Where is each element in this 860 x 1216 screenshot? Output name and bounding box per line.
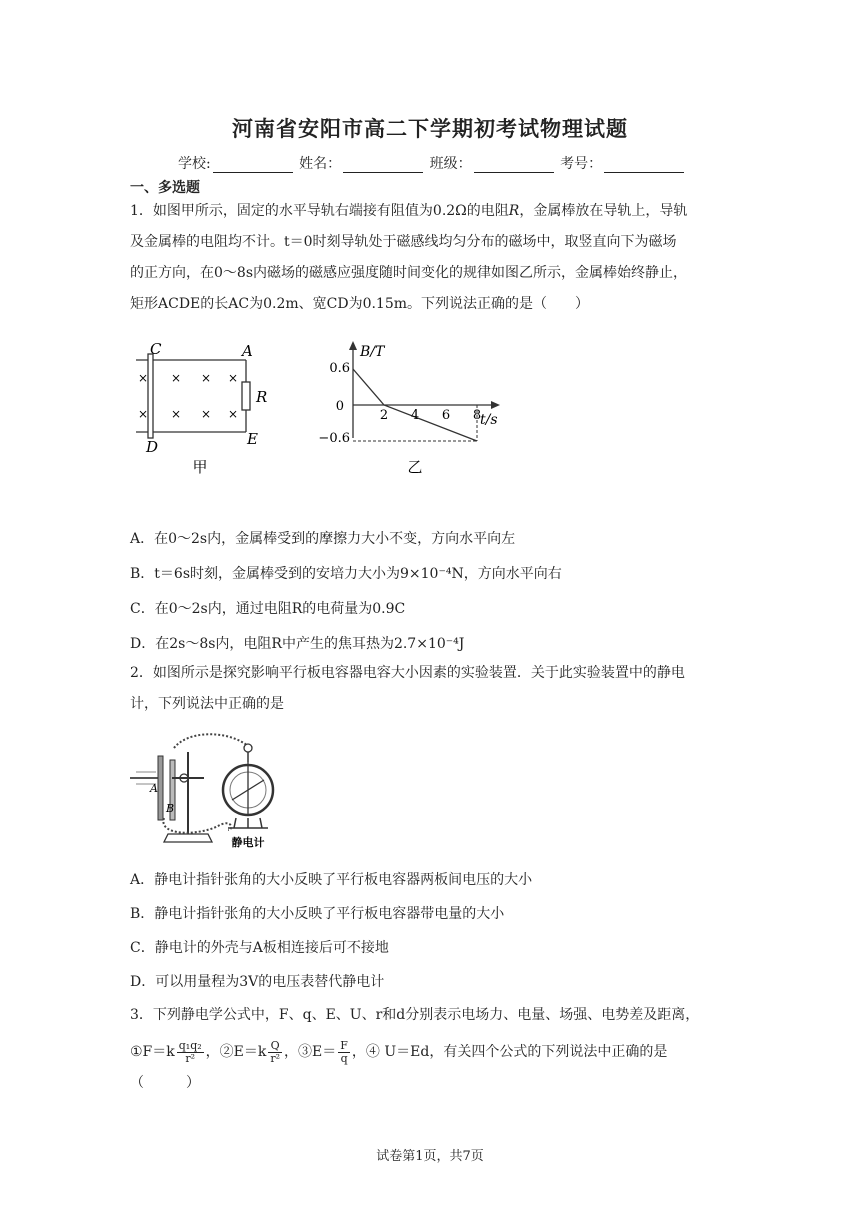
q3-line1: 3．下列静电学公式中，F、q、E、U、r和d分别表示电场力、电量、场强、电势差及距离，: [130, 1007, 700, 1023]
graph-xlabel: t/s: [480, 412, 498, 428]
formula-2-prefix: ，②E＝k: [205, 1044, 267, 1060]
field-x-mark: ×: [227, 371, 239, 385]
formula-1-prefix: ①F＝k: [130, 1044, 175, 1060]
label-e: E: [247, 430, 258, 448]
class-blank[interactable]: [474, 158, 554, 173]
formula-2-fraction: $\frac{Q}{\text{r²}}$: [270, 1038, 281, 1065]
formula-1-fraction: $\frac{\text{q₁q₂}}{\text{r²}}$: [178, 1038, 202, 1065]
exam-no-blank[interactable]: [604, 158, 684, 173]
q1-var-r: R: [508, 203, 520, 219]
field-x-mark: ×: [227, 407, 239, 421]
figure-electrometer-apparatus: [128, 726, 288, 851]
formula-3-prefix: ，③E＝: [284, 1044, 337, 1060]
label-c: C: [150, 340, 162, 358]
q1-line3: 的正方向，在0～8s内磁场的磁感应强度随时间变化的规律如图乙所示，金属棒始终静止，: [130, 265, 687, 281]
tick-y-pos: 0.6: [329, 361, 350, 376]
tick-x-8: 8: [472, 408, 482, 423]
q2-line2: 计，下列说法中正确的是: [130, 696, 284, 712]
tick-x-6: 6: [441, 408, 451, 423]
caption-jia: 甲: [192, 458, 208, 476]
label-r: R: [256, 388, 268, 406]
q1-line4: 矩形ACDE的长AC为0.2m、宽CD为0.15m。下列说法正确的是（ ）: [130, 296, 590, 312]
question-1-stem: [130, 196, 730, 320]
page-title: 河南省安阳市高二下学期初考试物理试题: [232, 117, 628, 141]
q1-option-a[interactable]: A．在0～2s内，金属棒受到的摩擦力大小不变，方向水平向左: [130, 531, 516, 547]
tick-origin: 0: [335, 399, 344, 414]
q2-option-a[interactable]: A．静电计指针张角的大小反映了平行板电容器两板间电压的大小: [130, 872, 533, 888]
q1-line1: 1．如图甲所示，固定的水平导轨右端接有阻值为0.2Ω的电阻: [130, 203, 509, 219]
q1-line2: 及金属棒的电阻均不计。t＝0时刻导轨处于磁感线均匀分布的磁场中，取竖直向下为磁场: [130, 234, 677, 250]
q2-option-c[interactable]: C．静电计的外壳与A板相连接后可不接地: [130, 940, 389, 956]
label-plate-b: B: [166, 802, 175, 815]
q1-option-b[interactable]: B．t＝6s时刻，金属棒受到的安培力大小为9×10⁻⁴N，方向水平向右: [130, 566, 562, 582]
school-blank[interactable]: [213, 158, 293, 173]
field-x-mark: ×: [200, 407, 212, 421]
q1-line1-end: ，金属棒放在导轨上，导轨: [519, 203, 688, 219]
name-label: 姓名：: [299, 156, 342, 172]
field-x-mark: ×: [200, 371, 212, 385]
question-3-stem: [130, 1000, 730, 1099]
tick-y-neg: −0.6: [318, 431, 350, 446]
electrometer-caption: 静电计: [231, 836, 265, 849]
q1-option-c[interactable]: C．在0～2s内，通过电阻R的电荷量为0.9C: [130, 601, 406, 617]
school-label: 学校:: [178, 156, 211, 172]
name-blank[interactable]: [343, 158, 423, 173]
formula-3-fraction: $\frac{F}{q}$: [340, 1038, 348, 1065]
question-2-stem: [130, 658, 730, 720]
label-d: D: [146, 438, 159, 456]
field-x-mark: ×: [137, 407, 149, 421]
q2-line1: 2．如图所示是探究影响平行板电容器电容大小因素的实验装置．关于此实验装置中的静电: [130, 665, 685, 681]
class-label: 班级：: [429, 156, 472, 172]
student-info-line: [178, 153, 686, 173]
label-plate-a: A: [150, 782, 158, 795]
q3-answer-paren: （ ）: [130, 1075, 200, 1091]
caption-yi: 乙: [407, 458, 423, 476]
tick-x-4: 4: [410, 408, 420, 423]
exam-no-label: 考号：: [560, 156, 603, 172]
formula-4-text: ，④ U＝Ed，有关四个公式的下列说法中正确的是: [351, 1044, 668, 1060]
q2-option-b[interactable]: B．静电计指针张角的大小反映了平行板电容器带电量的大小: [130, 906, 505, 922]
field-x-mark: ×: [170, 407, 182, 421]
label-a: A: [242, 342, 253, 360]
q3-formula-line: [130, 1037, 730, 1068]
field-x-mark: ×: [170, 371, 182, 385]
field-x-mark: ×: [137, 371, 149, 385]
tick-x-2: 2: [379, 408, 389, 423]
q1-option-d[interactable]: D．在2s～8s内，电阻R中产生的焦耳热为2.7×10⁻⁴J: [130, 636, 465, 652]
section-title: 一、多选题: [130, 180, 200, 196]
figure-jia-circuit: [128, 340, 288, 480]
bt-graph: [318, 341, 500, 446]
page-footer: 试卷第1页，共7页: [376, 1149, 484, 1164]
figure-yi-bt-graph: [310, 338, 520, 480]
graph-ylabel: B/T: [360, 344, 385, 360]
q2-option-d[interactable]: D．可以用量程为3V的电压表替代静电计: [130, 974, 385, 990]
